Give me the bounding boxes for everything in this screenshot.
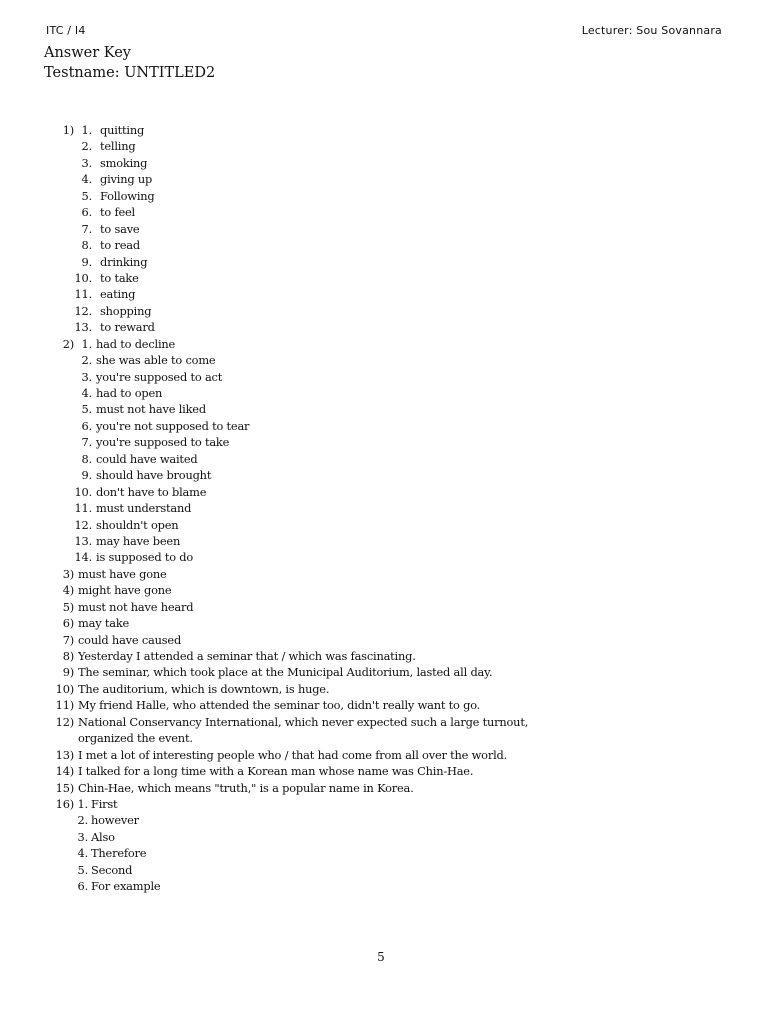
sub-item-number: 10. (74, 270, 92, 285)
question-number: 16) (55, 796, 74, 811)
answer-line (0, 204, 768, 220)
question-number: 10) (55, 681, 74, 696)
answer-text: to feel (100, 205, 135, 220)
answer-text: quitting (100, 123, 145, 137)
answer-text: For example (91, 879, 161, 894)
page-number: 5 (377, 950, 385, 964)
answer-line (0, 451, 768, 467)
sub-item-number: 6. (81, 205, 92, 220)
answer-text: to take (100, 270, 139, 285)
question-number: 6) (62, 616, 74, 631)
answer-text: had to open (96, 386, 163, 400)
sub-item-number: 10. (74, 484, 92, 499)
answer-line (0, 648, 768, 664)
question-number: 1) (62, 123, 74, 137)
sub-item-number: 5. (77, 862, 88, 877)
answer-line (0, 352, 768, 368)
sub-item-number: 1. (77, 796, 88, 811)
answer-text: you're supposed to act (96, 369, 223, 384)
sub-item-number: 6. (81, 418, 92, 433)
answer-line (0, 484, 768, 500)
answer-text: you're not supposed to tear (96, 418, 250, 433)
answer-line (0, 566, 768, 582)
lecturer-name: Lecturer: Sou Sovannara (581, 24, 722, 37)
sub-item-number: 1. (81, 123, 92, 137)
answer-line (0, 845, 768, 861)
answer-line (0, 533, 768, 549)
sub-item-number: 11. (74, 501, 92, 516)
question-number: 15) (55, 780, 74, 795)
answer-text: National Conservancy International, which never expected such a large turnout, (78, 714, 529, 729)
answer-line (0, 369, 768, 385)
answer-line (0, 221, 768, 237)
answer-list (0, 122, 768, 895)
answer-line (0, 467, 768, 483)
answer-line (0, 319, 768, 335)
answer-line (0, 796, 768, 812)
answer-line (0, 303, 768, 319)
answer-text: Also (91, 829, 115, 844)
answer-text: should have brought (96, 468, 212, 483)
answer-line (0, 599, 768, 615)
answer-text: The auditorium, which is downtown, is huge. (78, 681, 330, 696)
sub-item-number: 12. (74, 303, 92, 318)
sub-item-number: 9. (81, 254, 92, 269)
answer-line (0, 549, 768, 565)
answer-line (0, 730, 768, 746)
answer-text: is supposed to do (96, 550, 194, 565)
sub-item-number: 13. (74, 533, 92, 548)
question-number: 5) (62, 599, 74, 614)
sub-item-number: 4. (81, 172, 92, 187)
answer-line (0, 138, 768, 154)
answer-text: you're supposed to take (96, 435, 230, 450)
answer-text: may take (78, 616, 130, 631)
answer-line (0, 878, 768, 894)
question-number: 2) (62, 336, 74, 351)
answer-line (0, 812, 768, 828)
answer-text: must have gone (78, 566, 167, 581)
answer-text: smoking (100, 155, 148, 170)
sub-item-number: 7. (81, 221, 92, 236)
question-number: 3) (62, 566, 74, 581)
answer-line (0, 336, 768, 352)
sub-item-number: 12. (74, 517, 92, 532)
sub-item-number: 3. (77, 829, 88, 844)
sub-item-number: 2. (81, 139, 92, 154)
answer-line (0, 171, 768, 187)
sub-item-number: 13. (74, 320, 92, 335)
answer-text: may have been (96, 533, 181, 548)
answer-line (0, 747, 768, 763)
answer-line (0, 254, 768, 270)
answer-line (0, 615, 768, 631)
answer-text: could have caused (78, 632, 182, 647)
question-number: 8) (62, 649, 74, 663)
sub-item-number: 1. (81, 336, 92, 351)
answer-text: to read (100, 238, 140, 253)
sub-item-number: 7. (81, 435, 92, 450)
answer-line (0, 237, 768, 253)
answer-text: The seminar, which took place at the Municipal Auditorium, lasted all day. (78, 665, 493, 680)
answer-line (0, 188, 768, 204)
sub-item-number: 8. (81, 451, 92, 466)
answer-line (0, 697, 768, 713)
answer-text: must understand (96, 501, 192, 516)
answer-line (0, 401, 768, 417)
question-number: 13) (55, 747, 74, 762)
answer-text: giving up (100, 172, 153, 187)
answer-text: to save (100, 221, 140, 236)
test-name: Testname: UNTITLED2 (44, 65, 216, 81)
answer-line (0, 681, 768, 697)
answer-text: telling (100, 139, 136, 154)
question-number: 11) (55, 698, 74, 713)
course-code: ITC / I4 (46, 24, 86, 37)
answer-line (0, 122, 768, 138)
sub-item-number: 8. (81, 238, 92, 253)
answer-text: I talked for a long time with a Korean man whose name was Chin-Hae. (78, 764, 474, 779)
sub-item-number: 5. (81, 188, 92, 203)
answer-text: don't have to blame (96, 484, 207, 499)
sub-item-number: 4. (77, 846, 88, 861)
answer-text: could have waited (96, 451, 198, 466)
answer-text: shouldn't open (96, 517, 179, 532)
answer-text: she was able to come (96, 353, 216, 368)
answer-line (0, 434, 768, 450)
answer-text: must not have heard (78, 599, 194, 614)
answer-line (0, 664, 768, 680)
answer-text: Second (91, 862, 133, 877)
answer-line (0, 763, 768, 779)
answer-text: Therefore (91, 846, 147, 861)
answer-text: however (91, 813, 139, 828)
answer-line (0, 714, 768, 730)
answer-text: Following (100, 188, 155, 203)
answer-line (0, 418, 768, 434)
sub-item-number: 14. (74, 550, 92, 565)
answer-line (0, 155, 768, 171)
sub-item-number: 9. (81, 468, 92, 483)
answer-line (0, 385, 768, 401)
answer-text: Chin-Hae, which means "truth," is a popular name in Korea. (78, 780, 414, 795)
question-number: 12) (55, 714, 74, 729)
answer-text: My friend Halle, who attended the seminar too, didn't really want to go. (78, 698, 481, 713)
answer-line (0, 517, 768, 533)
sub-item-number: 5. (81, 402, 92, 417)
question-number: 9) (62, 665, 74, 680)
sub-item-number: 2. (81, 353, 92, 368)
question-number: 14) (55, 764, 74, 779)
answer-text: First (91, 796, 118, 811)
answer-text: I met a lot of interesting people who / that had come from all over the world. (78, 747, 508, 762)
answer-line (0, 862, 768, 878)
question-number: 4) (62, 583, 74, 598)
answer-line (0, 270, 768, 286)
sub-item-number: 11. (74, 287, 92, 302)
answer-key-title: Answer Key (44, 45, 131, 61)
answer-text: must not have liked (96, 402, 206, 417)
sub-item-number: 4. (81, 386, 92, 400)
sub-item-number: 2. (77, 813, 88, 828)
answer-line (0, 500, 768, 516)
sub-item-number: 6. (77, 879, 88, 894)
answer-line (0, 286, 768, 302)
answer-line (0, 780, 768, 796)
answer-line (0, 829, 768, 845)
answer-text: drinking (100, 254, 148, 269)
answer-text: eating (100, 287, 136, 302)
answer-text: shopping (100, 303, 152, 318)
answer-text: had to decline (96, 336, 176, 351)
answer-text: might have gone (78, 583, 172, 598)
answer-text: organized the event. (78, 731, 193, 746)
sub-item-number: 3. (81, 369, 92, 384)
answer-line (0, 582, 768, 598)
question-number: 7) (62, 632, 74, 647)
sub-item-number: 3. (81, 155, 92, 170)
answer-text: to reward (100, 320, 155, 335)
answer-text: Yesterday I attended a seminar that / which was fascinating. (78, 649, 416, 663)
answer-line (0, 632, 768, 648)
